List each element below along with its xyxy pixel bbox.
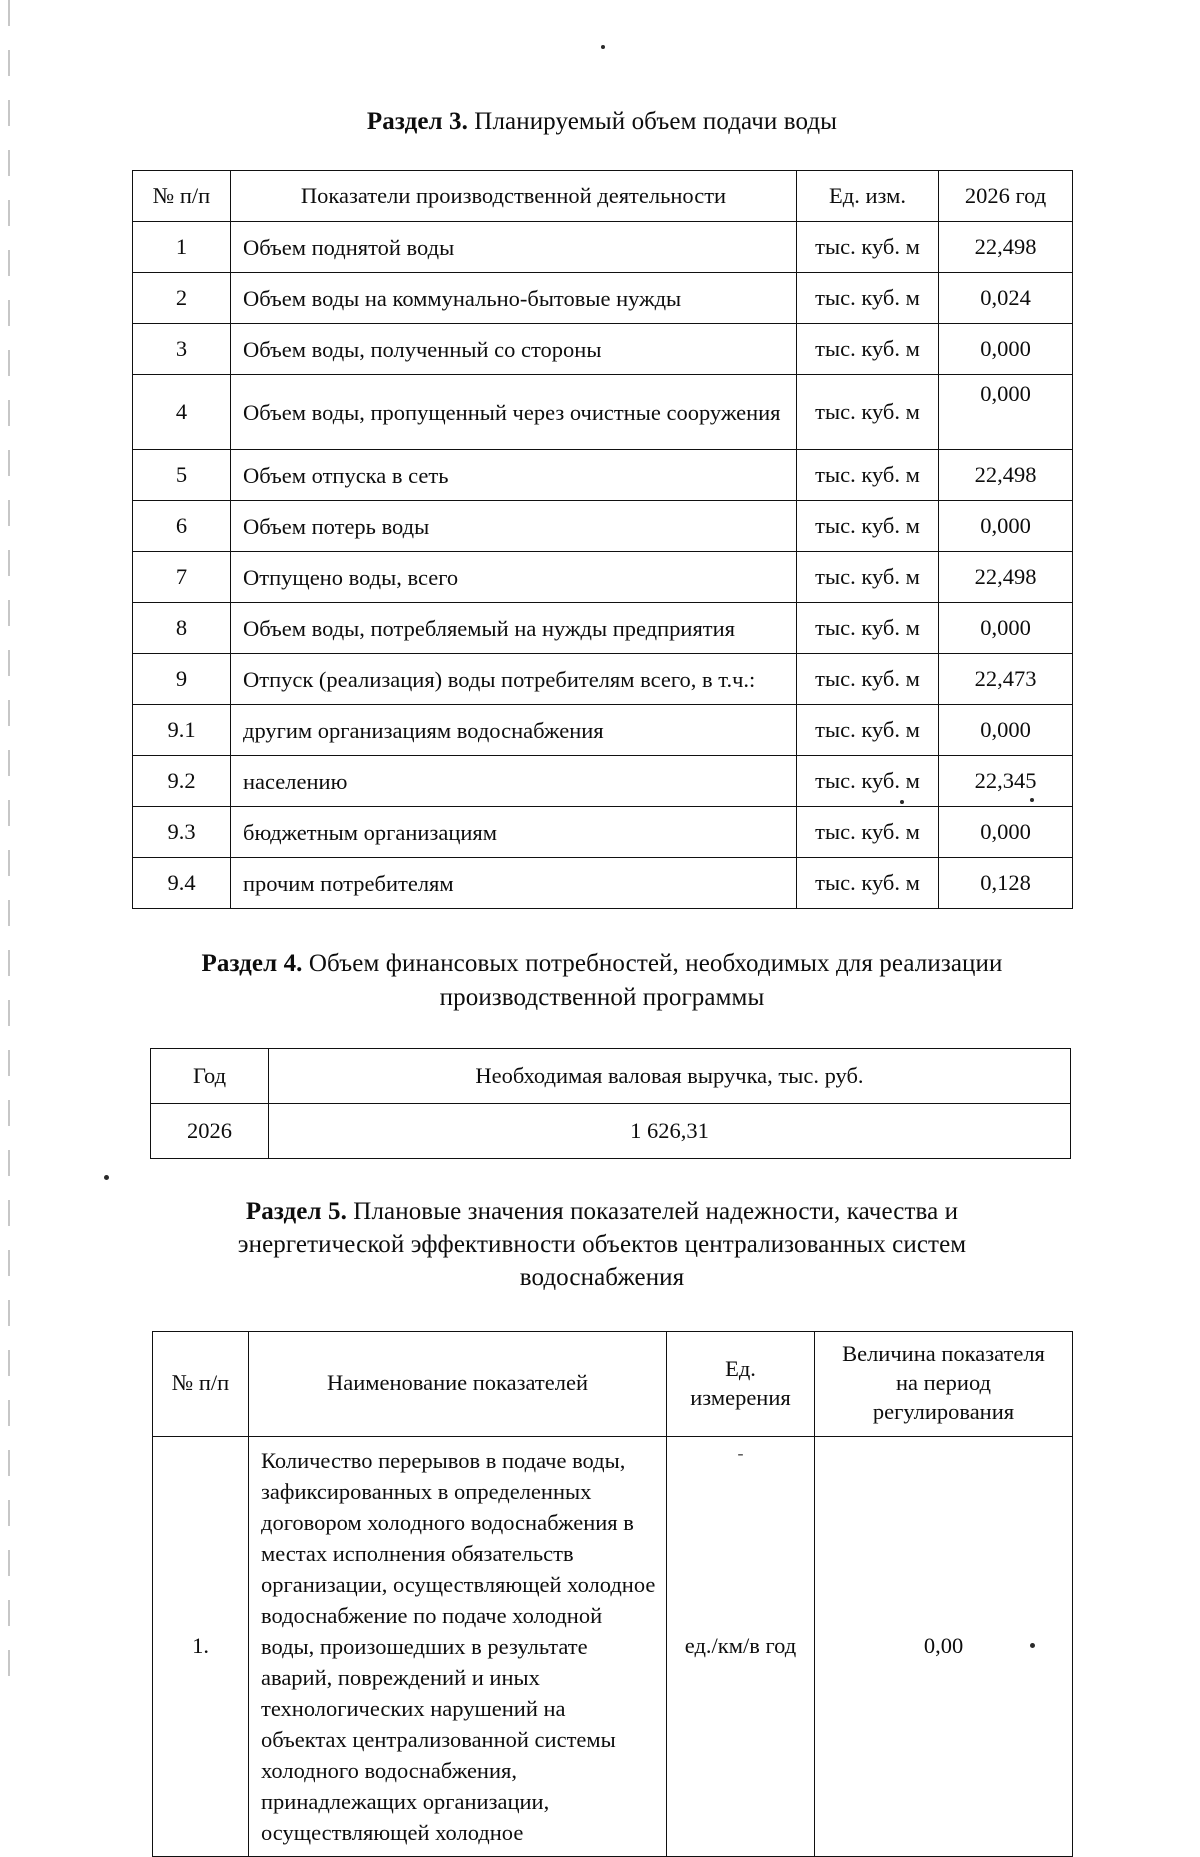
section-5-heading [132,1195,1072,1295]
row-year: 2026 [151,1103,269,1158]
table-header-row [133,171,1073,222]
table-row [133,450,1073,501]
row-unit: тыс. куб. м [797,222,939,273]
section-3-heading [132,105,1072,138]
row-unit: тыс. куб. м [797,807,939,858]
row-value: 0,000 [939,705,1073,756]
table-5-wrapper [152,1331,1072,1857]
reliability-indicators-table [152,1331,1073,1857]
section-4-title-line-2: производственной программы [440,984,765,1011]
row-name: Объем поднятой воды [231,222,797,273]
planned-water-volume-table [132,170,1073,909]
header-unit [667,1331,815,1436]
row-unit: тыс. куб. м [797,858,939,909]
row-value: 22,498 [939,450,1073,501]
row-value: 22,498 [939,222,1073,273]
header-unit: Ед. изм. [797,171,939,222]
table-row [133,375,1073,450]
row-value: 0,000 [939,324,1073,375]
row-unit: тыс. куб. м [797,450,939,501]
section-3-title: Планируемый объем подачи воды [468,108,837,135]
row-name: Объем воды на коммунально-бытовые нужды [231,273,797,324]
row-value: 0,00 [815,1436,1073,1857]
row-no: 4 [133,375,231,450]
table-row [133,603,1073,654]
row-name: прочим потребителям [231,858,797,909]
row-no: 2 [133,273,231,324]
row-no: 5 [133,450,231,501]
header-year: Год [151,1048,269,1103]
row-no: 9.2 [133,756,231,807]
table-row [133,552,1073,603]
row-no: 9.3 [133,807,231,858]
row-no: 8 [133,603,231,654]
table-header-row [153,1331,1073,1436]
row-no: 6 [133,501,231,552]
header-value-line-1: Величина показателя [842,1341,1045,1366]
section-4-title-line-1: Объем финансовых потребностей, необходимых для реализации [303,950,1003,977]
row-name: Объем потерь воды [231,501,797,552]
row-no: 9.4 [133,858,231,909]
row-value: 0,000 [939,807,1073,858]
financial-needs-table [150,1048,1071,1159]
row-value: 0,000 [939,375,1073,450]
row-value: 0,000 [939,603,1073,654]
scan-speck [104,1175,109,1180]
row-name: Объем воды, потребляемый на нужды предприятия [231,603,797,654]
table-row [133,324,1073,375]
header-revenue: Необходимая валовая выручка, тыс. руб. [269,1048,1071,1103]
table-4-wrapper [150,1048,1070,1159]
table-row [133,858,1073,909]
row-unit [667,1436,815,1857]
table-row [153,1436,1073,1857]
header-value [815,1331,1073,1436]
row-unit: тыс. куб. м [797,552,939,603]
section-5-title-line-1: Плановые значения показателей надежности, качества и [347,1198,958,1225]
table-row [133,705,1073,756]
row-name: Количество перерывов в подаче воды, зафиксированных в определенных договором холодного водоснабжения в местах исполнения обязательств организации, осуществляющей холодное водоснабжение по подаче холодной воды, произошедших в результате аварий, повреждений и иных технологических нарушений на объектах централизованной системы холодного водоснабжения, принадлежащих организации, осуществляющей холодное [249,1436,667,1857]
row-value: 22,498 [939,552,1073,603]
section-5-title-line-2: энергетической эффективности объектов централизованных систем [238,1231,966,1258]
table-header-row [151,1048,1071,1103]
row-unit: тыс. куб. м [797,501,939,552]
row-name: Отпущено воды, всего [231,552,797,603]
row-no: 3 [133,324,231,375]
section-5-lead: Раздел 5. [246,1198,347,1225]
row-value: 0,000 [939,501,1073,552]
row-no: 1. [153,1436,249,1857]
row-name: населению [231,756,797,807]
table-row [133,756,1073,807]
row-unit: тыс. куб. м [797,375,939,450]
header-unit-line-1: Ед. [725,1356,756,1381]
row-no: 9.1 [133,705,231,756]
section-3-lead: Раздел 3. [367,108,468,135]
scan-edge-artifact [8,0,10,1697]
table-row [133,807,1073,858]
row-no: 9 [133,654,231,705]
row-value: 22,473 [939,654,1073,705]
row-name: Объем воды, пропущенный через очистные сооружения [231,375,797,450]
row-unit: тыс. куб. м [797,654,939,705]
document-content [132,0,1072,1857]
table-row [133,222,1073,273]
table-row [133,273,1073,324]
row-unit: тыс. куб. м [797,756,939,807]
unit-dash-marker: - [667,1443,814,1464]
row-name: другим организациям водоснабжения [231,705,797,756]
row-unit: тыс. куб. м [797,603,939,654]
header-name: Показатели производственной деятельности [231,171,797,222]
row-no: 1 [133,222,231,273]
table-row [133,654,1073,705]
row-unit: тыс. куб. м [797,324,939,375]
row-value: 22,345 [939,756,1073,807]
row-no: 7 [133,552,231,603]
header-no: № п/п [153,1331,249,1436]
header-value-line-2: на период [896,1370,991,1395]
row-value: 0,128 [939,858,1073,909]
row-name: Объем отпуска в сеть [231,450,797,501]
row-value: 0,024 [939,273,1073,324]
row-unit-label: ед./км/в год [685,1633,796,1658]
row-unit: тыс. куб. м [797,273,939,324]
header-value: 2026 год [939,171,1073,222]
header-name: Наименование показателей [249,1331,667,1436]
table-row [151,1103,1071,1158]
row-revenue: 1 626,31 [269,1103,1071,1158]
table-3-wrapper [132,170,1072,909]
header-no: № п/п [133,171,231,222]
row-name: бюджетным организациям [231,807,797,858]
section-4-lead: Раздел 4. [202,950,303,977]
row-name: Объем воды, полученный со стороны [231,324,797,375]
header-unit-line-2: измерения [690,1385,791,1410]
header-value-line-3: регулирования [873,1399,1014,1424]
section-5-title-line-3: водоснабжения [520,1264,685,1291]
section-4-heading [132,947,1072,1014]
table-row [133,501,1073,552]
row-name: Отпуск (реализация) воды потребителям всего, в т.ч.: [231,654,797,705]
row-unit: тыс. куб. м [797,705,939,756]
